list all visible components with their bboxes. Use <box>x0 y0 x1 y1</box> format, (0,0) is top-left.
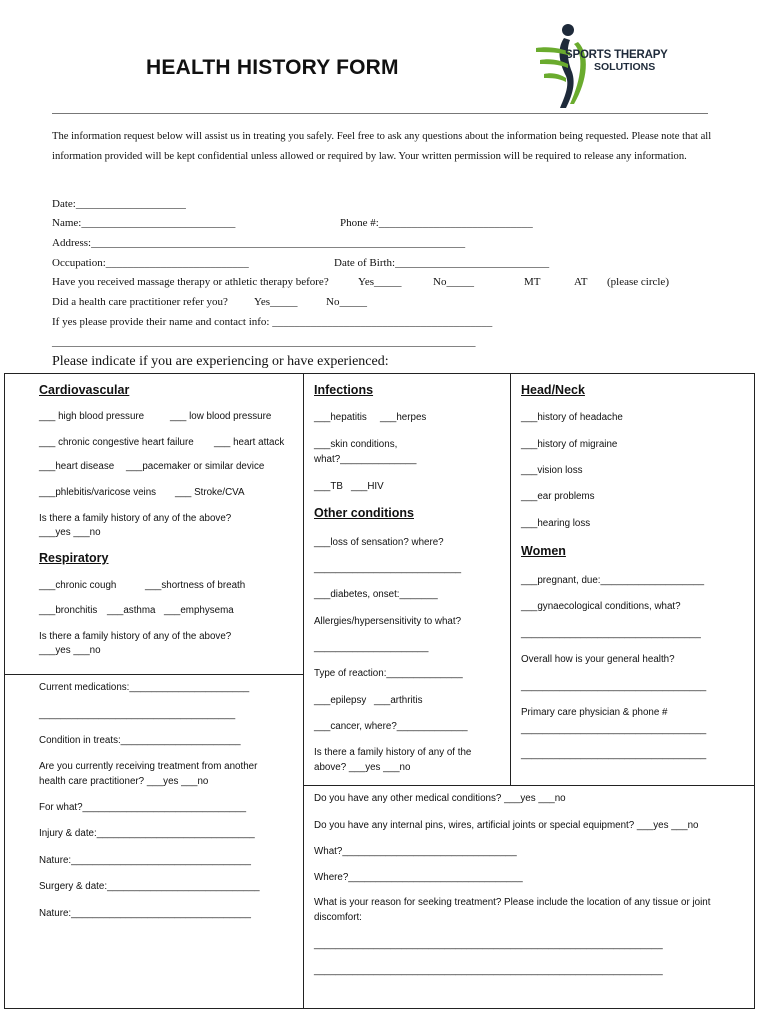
treatment-reason-line-2[interactable]: ________________________________________________________________ <box>314 965 663 976</box>
heart-disease-item[interactable]: ___heart disease <box>39 461 115 472</box>
skin-conditions-item[interactable]: ___skin conditions, <box>314 439 398 450</box>
internal-pins-question[interactable]: Do you have any internal pins, wires, artificial joints or special equipment? ___yes ___no <box>314 820 699 831</box>
emphysema-item[interactable]: ___emphysema <box>164 605 234 616</box>
headache-item[interactable]: ___history of headache <box>521 412 623 423</box>
high-blood-pressure-item[interactable]: ___ high blood pressure <box>39 411 145 422</box>
treatment-reason-line[interactable]: ________________________________________________________________ <box>314 939 663 950</box>
other-family-question: Is there a family history of any of the <box>314 747 472 758</box>
please-circle-note: (please circle) <box>607 276 669 288</box>
other-conditions-heading: Other conditions <box>314 506 414 520</box>
header-rule <box>52 113 708 114</box>
massage-no-field[interactable]: No_____ <box>433 276 474 288</box>
shortness-of-breath-item[interactable]: ___shortness of breath <box>145 580 246 591</box>
medications-line[interactable]: ____________________________________ <box>39 709 236 720</box>
phone-field[interactable]: Phone #:____________________________ <box>340 217 533 229</box>
pins-where-field[interactable]: Where?________________________________ <box>314 872 523 883</box>
column-divider <box>510 373 511 785</box>
allergies-label: Allergies/hypersensitivity to what? <box>314 616 462 627</box>
stroke-item[interactable]: ___ Stroke/CVA <box>175 487 245 498</box>
allergies-line[interactable]: _____________________ <box>314 642 429 653</box>
referral-no-field[interactable]: No_____ <box>326 296 367 308</box>
women-heading: Women <box>521 544 566 558</box>
at-option[interactable]: AT <box>574 276 588 288</box>
referral-contact-line[interactable]: _____________________________________________________________________________ <box>52 336 476 348</box>
asthma-item[interactable]: ___asthma <box>107 605 156 616</box>
resp-family-answer[interactable]: ___yes ___no <box>39 645 101 656</box>
gynaecological-line[interactable]: _________________________________ <box>521 628 701 639</box>
name-field[interactable]: Name:____________________________ <box>52 217 236 229</box>
massage-question: Have you received massage therapy or athletic therapy before? <box>52 276 329 288</box>
vision-loss-item[interactable]: ___vision loss <box>521 465 583 476</box>
loss-of-sensation-item[interactable]: ___loss of sensation? where? <box>314 537 444 548</box>
primary-physician-line-2[interactable]: __________________________________ <box>521 749 707 760</box>
loss-of-sensation-line[interactable]: ___________________________ <box>314 563 462 574</box>
column-divider <box>303 373 304 1008</box>
cardiovascular-heading: Cardiovascular <box>39 383 130 397</box>
primary-physician-line[interactable]: __________________________________ <box>521 724 707 735</box>
injury-nature-field[interactable]: Nature:_________________________________ <box>39 855 251 866</box>
section-divider <box>303 785 755 786</box>
general-health-question: Overall how is your general health? <box>521 654 675 665</box>
resp-family-question: Is there a family history of any of the above? <box>39 631 232 642</box>
surgery-nature-field[interactable]: Nature:_________________________________ <box>39 908 251 919</box>
phlebitis-item[interactable]: ___phlebitis/varicose veins <box>39 487 157 498</box>
receiving-treatment-question: Are you currently receiving treatment from another <box>39 761 258 772</box>
surgery-date-field[interactable]: Surgery & date:____________________________ <box>39 881 260 892</box>
arthritis-item[interactable]: ___arthritis <box>374 695 423 706</box>
referral-yes-field[interactable]: Yes_____ <box>254 296 298 308</box>
referral-contact-field[interactable]: If yes please provide their name and contact info: ________________________________________ <box>52 316 493 328</box>
logo-text-line1: SPORTS THERAPY <box>565 49 668 61</box>
indicate-heading: Please indicate if you are experiencing or have experienced: <box>52 354 389 369</box>
intro-paragraph: The information request below will assist us in treating you safely. Feel free to ask any questions about the information being requested. Please note that all information provided will be kept confidential unless allowed or required by law. Your written permission will be required to release any information. <box>52 131 712 162</box>
hiv-item[interactable]: ___HIV <box>351 481 384 492</box>
primary-physician-label: Primary care physician & phone # <box>521 707 668 718</box>
chf-item[interactable]: ___ chronic congestive heart failure <box>39 437 194 448</box>
massage-yes-field[interactable]: Yes_____ <box>358 276 402 288</box>
form-title: HEALTH HISTORY FORM <box>146 56 399 79</box>
receiving-treatment-answer[interactable]: health care practitioner? ___yes ___no <box>39 776 209 787</box>
chronic-cough-item[interactable]: ___chronic cough <box>39 580 117 591</box>
logo-text-line2: SOLUTIONS <box>594 61 656 73</box>
address-field[interactable]: Address:____________________________________________________________________ <box>52 237 466 249</box>
for-what-field[interactable]: For what?______________________________ <box>39 802 247 813</box>
herpes-item[interactable]: ___herpes <box>380 412 427 423</box>
low-blood-pressure-item[interactable]: ___ low blood pressure <box>170 411 272 422</box>
head-neck-heading: Head/Neck <box>521 383 585 397</box>
occupation-field[interactable]: Occupation:__________________________ <box>52 257 249 269</box>
ear-problems-item[interactable]: ___ear problems <box>521 491 595 502</box>
cardio-family-question: Is there a family history of any of the above? <box>39 513 232 524</box>
other-medical-conditions-question[interactable]: Do you have any other medical conditions? ___yes ___no <box>314 793 566 804</box>
reaction-type-field[interactable]: Type of reaction:______________ <box>314 668 463 679</box>
migraine-item[interactable]: ___history of migraine <box>521 439 618 450</box>
cancer-item[interactable]: ___cancer, where?_____________ <box>314 721 468 732</box>
cardio-family-answer[interactable]: ___yes ___no <box>39 527 101 538</box>
gynaecological-item[interactable]: ___gynaecological conditions, what? <box>521 601 681 612</box>
form-box-top <box>4 373 754 374</box>
treatment-reason-question: What is your reason for seeking treatment? Please include the location of any tissue or joint <box>314 897 711 908</box>
dob-field[interactable]: Date of Birth:____________________________ <box>334 257 550 269</box>
form-box-bottom <box>4 1008 755 1009</box>
hearing-loss-item[interactable]: ___hearing loss <box>521 518 591 529</box>
bronchitis-item[interactable]: ___bronchitis <box>39 605 98 616</box>
respiratory-heading: Respiratory <box>39 551 109 565</box>
tb-item[interactable]: ___TB <box>314 481 343 492</box>
general-health-line[interactable]: __________________________________ <box>521 681 707 692</box>
heart-attack-item[interactable]: ___ heart attack <box>214 437 285 448</box>
mt-option[interactable]: MT <box>524 276 541 288</box>
injury-date-field[interactable]: Injury & date:_____________________________ <box>39 828 255 839</box>
other-family-answer[interactable]: above? ___yes ___no <box>314 762 411 773</box>
section-divider <box>4 674 304 675</box>
skin-conditions-what-field[interactable]: what?______________ <box>314 454 417 465</box>
treatment-reason-label: discomfort: <box>314 912 362 923</box>
condition-treats-field[interactable]: Condition in treats:______________________ <box>39 735 241 746</box>
pregnant-item[interactable]: ___pregnant, due:___________________ <box>521 575 705 586</box>
epilepsy-item[interactable]: ___epilepsy <box>314 695 367 706</box>
current-medications-field[interactable]: Current medications:______________________ <box>39 682 250 693</box>
referral-question: Did a health care practitioner refer you? <box>52 296 228 308</box>
hepatitis-item[interactable]: ___hepatitis <box>314 412 367 423</box>
infections-heading: Infections <box>314 383 374 397</box>
pacemaker-item[interactable]: ___pacemaker or similar device <box>126 461 265 472</box>
diabetes-item[interactable]: ___diabetes, onset:_______ <box>314 589 438 600</box>
pins-what-field[interactable]: What?________________________________ <box>314 846 517 857</box>
form-box-left <box>4 373 5 1008</box>
form-box-right <box>754 373 755 1008</box>
date-field[interactable]: Date:____________________ <box>52 198 186 210</box>
